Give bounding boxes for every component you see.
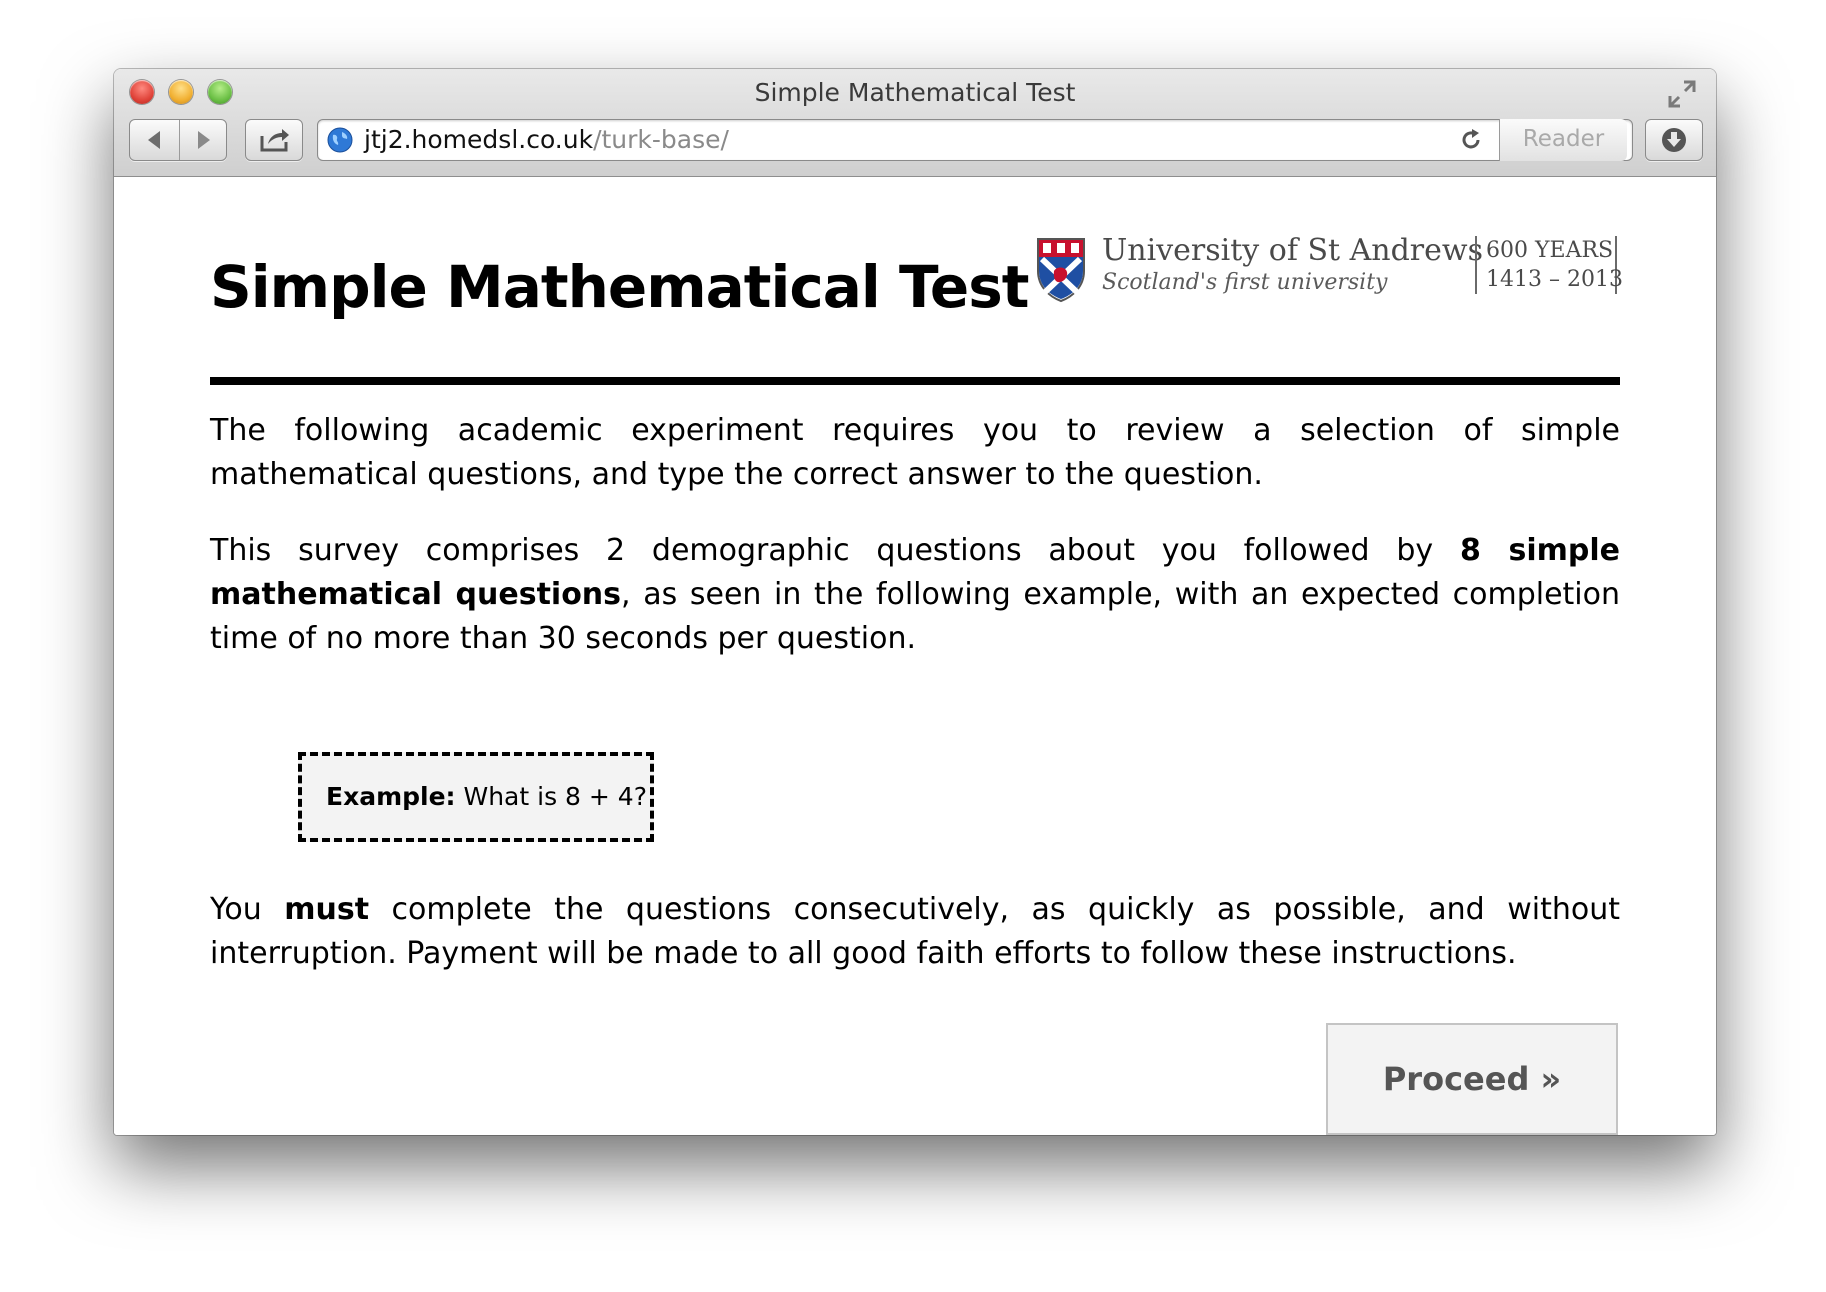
anniversary-years: 600 YEARS xyxy=(1486,238,1614,263)
instructions-emphasis: must xyxy=(284,892,370,927)
fullscreen-icon[interactable] xyxy=(1666,78,1698,110)
reload-icon[interactable] xyxy=(1459,128,1483,152)
share-icon xyxy=(246,120,302,160)
example-label: Example: xyxy=(326,782,456,811)
page-content xyxy=(114,177,1716,1135)
url-path: /turk-base/ xyxy=(593,125,729,154)
proceed-button[interactable]: Proceed » xyxy=(1326,1023,1618,1135)
browser-window xyxy=(114,69,1716,1135)
survey-paragraph xyxy=(210,529,1620,661)
survey-text-end: , as seen in the following example, with an expected completion time of no more than 30 seconds per question. xyxy=(210,577,1620,656)
anniversary-dates: 1413 – 2013 xyxy=(1486,267,1623,292)
example-box xyxy=(298,752,654,842)
anniversary-badge xyxy=(1475,236,1623,294)
share-button[interactable] xyxy=(245,119,303,161)
globe-icon xyxy=(327,127,353,153)
address-bar[interactable] xyxy=(317,119,1633,161)
url-host: jtj2.homedsl.co.uk xyxy=(364,125,594,154)
downloads-button[interactable] xyxy=(1645,119,1703,161)
university-logo xyxy=(1028,233,1623,315)
university-name: University of St Andrews xyxy=(1102,233,1483,268)
crest-icon xyxy=(1036,237,1086,303)
window-title: Simple Mathematical Test xyxy=(754,78,1076,107)
survey-emphasis: 8 simple mathematical questions xyxy=(210,533,1620,612)
url-text[interactable] xyxy=(364,125,729,154)
header-divider xyxy=(210,377,1620,385)
instructions-paragraph xyxy=(210,888,1620,976)
browser-toolbar xyxy=(114,69,1716,177)
instructions-text-start: You xyxy=(210,892,285,927)
back-arrow-icon xyxy=(130,120,179,160)
university-tagline: Scotland's first university xyxy=(1102,270,1388,295)
page-title: Simple Mathematical Test xyxy=(210,253,1029,321)
reader-button[interactable]: Reader xyxy=(1499,119,1627,161)
page-header xyxy=(210,233,1623,323)
intro-paragraph: The following academic experiment requires you to review a selection of simple mathematical questions, and type the correct answer to the question. xyxy=(210,413,1620,492)
instructions-text-end: complete the questions consecutively, as quickly as possible, and without interruption. Payment will be made to all good faith efforts to follow these instructions. xyxy=(210,892,1621,971)
back-forward-buttons xyxy=(129,119,227,161)
back-button[interactable] xyxy=(130,120,180,160)
download-icon xyxy=(1646,120,1702,160)
example-question: What is 8 + 4? xyxy=(455,782,647,811)
survey-text-start: This survey comprises 2 demographic questions about you followed by xyxy=(210,533,1460,568)
forward-button[interactable] xyxy=(179,120,228,160)
forward-arrow-icon xyxy=(179,120,228,160)
